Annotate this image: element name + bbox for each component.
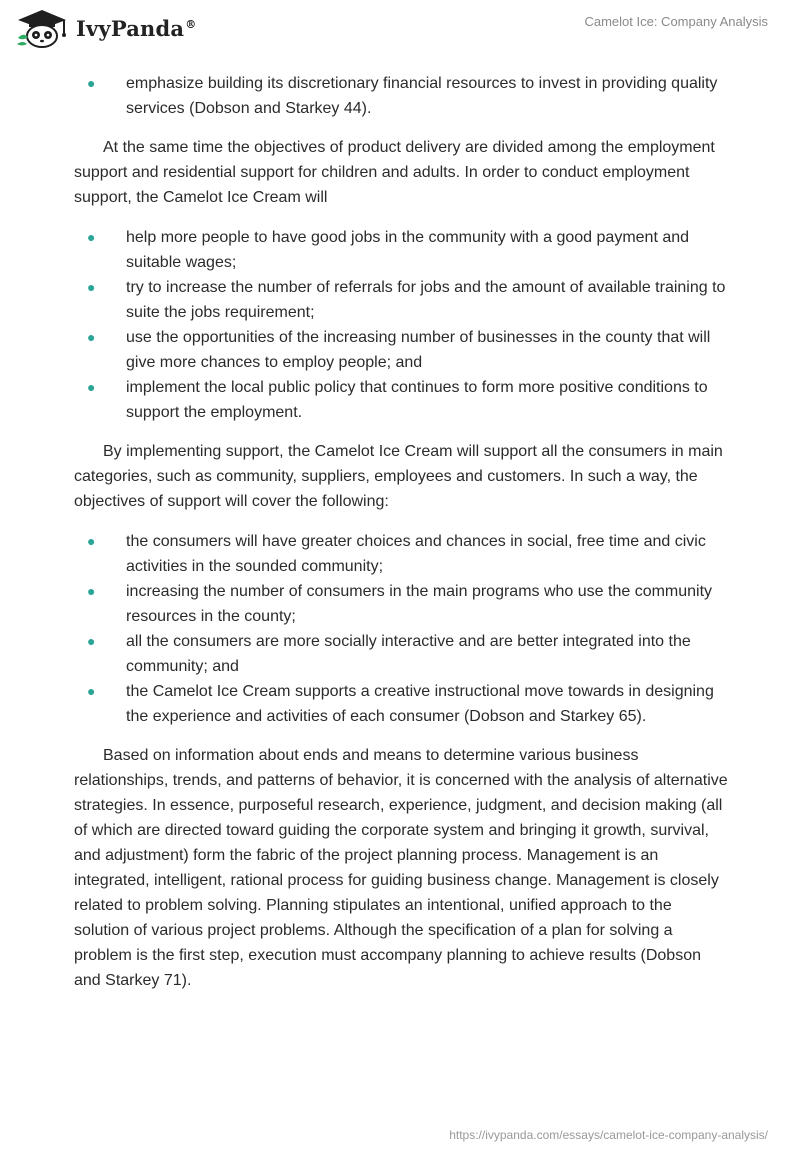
bullet-icon: ● <box>87 229 96 245</box>
list-item: ● increasing the number of consumers in the main programs who use the community resources in the county; <box>74 579 730 629</box>
panda-mascot-icon <box>14 8 70 48</box>
essay-body <box>74 71 730 993</box>
paragraph: By implementing support, the Camelot Ice Cream will support all the consumers in main categories, such as community, suppliers, employees and customers. In such a way, the objectives of support will cover the following: <box>74 443 723 510</box>
ivypanda-logo[interactable] <box>14 8 196 48</box>
bullet-list-3 <box>74 529 730 729</box>
bullet-icon: ● <box>87 75 96 91</box>
list-item: ● all the consumers are more socially interactive and are better integrated into the community; and <box>74 629 730 679</box>
bullet-icon: ● <box>87 533 96 549</box>
list-item: ● the Camelot Ice Cream supports a creative instructional move towards in designing the experience and activities of each consumer (Dobson and Starkey 65). <box>74 679 730 729</box>
brand-name: IvyPanda® <box>76 15 197 41</box>
paragraph: At the same time the objectives of product delivery are divided among the employment support and residential support for children and adults. In order to conduct employment support, the Camelot Ice Cream will <box>74 139 715 206</box>
bullet-icon: ● <box>87 633 96 649</box>
bullet-list-2 <box>74 225 730 425</box>
list-item: ● try to increase the number of referrals for jobs and the amount of available training to suite the jobs requirement; <box>74 275 730 325</box>
list-item: ● use the opportunities of the increasing number of businesses in the county that will give more chances to employ people; and <box>74 325 730 375</box>
list-item: ● help more people to have good jobs in the community with a good payment and suitable wages; <box>74 225 730 275</box>
paragraph: Based on information about ends and means to determine various business relationships, trends, and patterns of behavior, it is concerned with the analysis of alternative strategies. In essence, purposeful research, experience, judgment, and decision making (all of which are directed toward guiding the corporate system and bringing it growth, survival, and adjustment) form the fabric of the project planning process. Management is an integrated, intelligent, rational process for guiding business change. Management is closely related to problem solving. Planning stipulates an intentional, unified approach to the solution of various project problems. Although the specification of a plan for solving a problem is the first step, execution must accompany planning to achieve results (Dobson and Starkey 71). <box>74 747 728 989</box>
list-item: ● the consumers will have greater choices and chances in social, free time and civic activities in the sounded community; <box>74 529 730 579</box>
document-title: Camelot Ice: Company Analysis <box>584 14 768 29</box>
source-url[interactable]: https://ivypanda.com/essays/camelot-ice-company-analysis/ <box>449 1128 768 1142</box>
bullet-list-1 <box>74 71 730 121</box>
bullet-icon: ● <box>87 329 96 345</box>
bullet-icon: ● <box>87 379 96 395</box>
bullet-icon: ● <box>87 683 96 699</box>
bullet-icon: ● <box>87 279 96 295</box>
list-item: ● emphasize building its discretionary financial resources to invest in providing quality services (Dobson and Starkey 44). <box>74 71 730 121</box>
bullet-icon: ● <box>87 583 96 599</box>
list-item: ● implement the local public policy that continues to form more positive conditions to support the employment. <box>74 375 730 425</box>
